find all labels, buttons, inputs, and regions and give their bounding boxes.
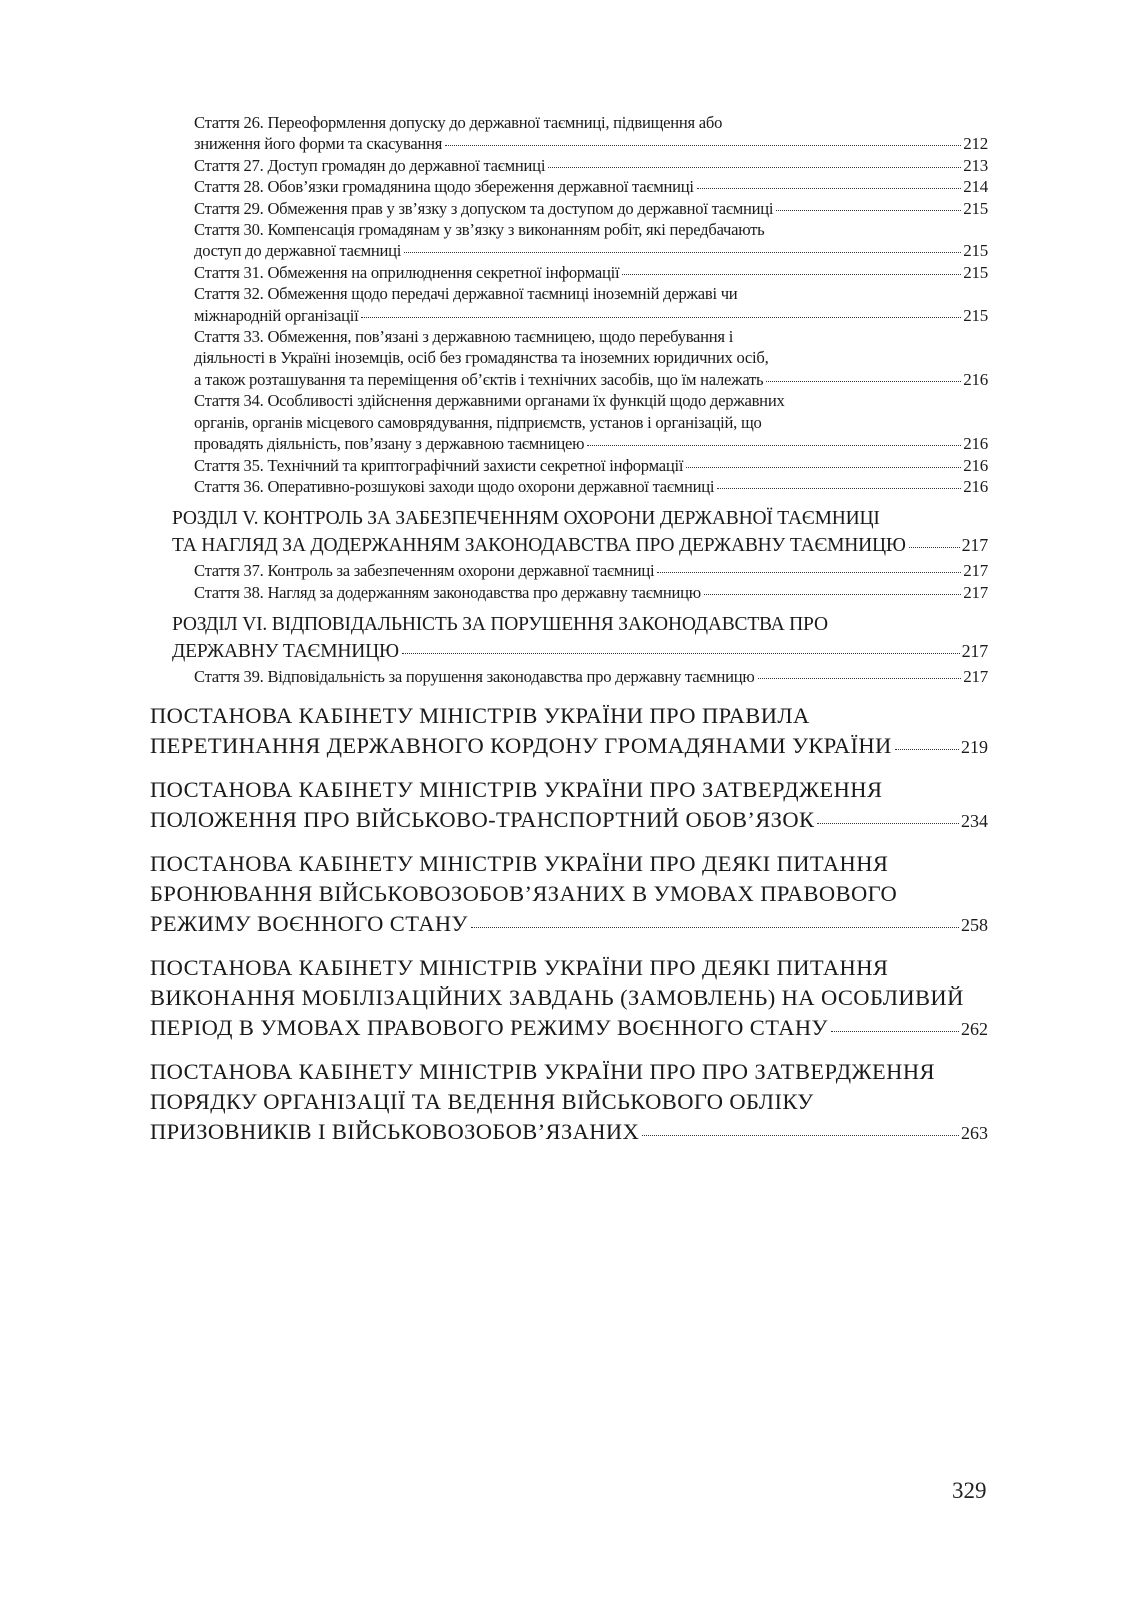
entry-text-line: ПОСТАНОВА КАБІНЕТУ МІНІСТРІВ УКРАЇНИ ПРО ПРО ЗАТВЕРДЖЕННЯ [150,1058,935,1084]
toc-entry-resolution-border-crossing[interactable] [150,701,988,762]
entry-text-line: ПОСТАНОВА КАБІНЕТУ МІНІСТРІВ УКРАЇНИ ПРО ПРАВИЛА [150,702,810,728]
entry-text-line: ВИКОНАННЯ МОБІЛІЗАЦІЙНИХ ЗАВДАНЬ (ЗАМОВЛЕНЬ) НА ОСОБЛИВИЙ [150,984,964,1010]
page-ref: 217 [963,667,988,687]
dot-leader [361,317,961,318]
entry-text-line: Стаття 31. Обмеження на оприлюднення секретної інформації [194,262,620,282]
page-ref: 217 [961,535,988,556]
entry-text-line: Стаття 26. Переоформлення допуску до державної таємниці, підвищення або [194,113,723,132]
entry-text-line: РОЗДІЛ V. КОНТРОЛЬ ЗА ЗАБЕЗПЕЧЕННЯМ ОХОРОНИ ДЕРЖАВНОЇ ТАЄМНИЦІ [172,508,880,530]
page-ref: 216 [963,369,988,389]
entry-text-line: діяльності в Україні іноземців, осіб без громадянства та іноземних юридичних осіб, [194,348,769,368]
entry-text-line: РЕЖИМУ ВОЄННОГО СТАНУ [150,910,468,936]
entry-text-line: ПЕРЕТИНАННЯ ДЕРЖАВНОГО КОРДОНУ ГРОМАДЯНАМИ УКРАЇНИ [150,732,892,758]
dot-leader [766,381,961,382]
toc-entry-article-30[interactable] [150,219,988,262]
page-ref: 216 [963,476,988,496]
dot-leader [831,1031,959,1032]
toc-entry-resolution-mobilization-tasks[interactable] [150,953,988,1044]
page-ref: 214 [963,177,988,197]
dot-leader [548,167,961,168]
toc-entry-article-26[interactable] [150,112,988,155]
toc-entry-article-27[interactable] [150,155,988,176]
entry-text-line: ДЕРЖАВНУ ТАЄМНИЦЮ [172,641,399,663]
entry-text-line: а також розташування та переміщення об’єктів і технічних засобів, що їм належать [194,369,764,389]
entry-text-line: Стаття 35. Технічний та криптографічний захисти секретної інформації [194,455,684,475]
entry-text-line: Стаття 37. Контроль за забезпеченням охорони державної таємниці [194,561,655,581]
entry-text-line: Стаття 36. Оперативно-розшукові заходи щодо охорони державної таємниці [194,476,715,496]
toc-entry-article-36[interactable] [150,476,988,497]
page-ref: 215 [963,241,988,261]
entry-text-line: Стаття 27. Доступ громадян до державної таємниці [194,155,546,175]
entry-text-line: ПОСТАНОВА КАБІНЕТУ МІНІСТРІВ УКРАЇНИ ПРО ЗАТВЕРДЖЕННЯ [150,776,883,802]
page-ref: 215 [963,305,988,325]
toc-entry-article-37[interactable] [150,560,988,581]
dot-leader [587,445,961,446]
entry-text-line: Стаття 33. Обмеження, пов’язані з державною таємницею, щодо перебування і [194,327,734,347]
entry-text-line: ПРИЗОВНИКІВ І ВІЙСЬКОВОЗОБОВ’ЯЗАНИХ [150,1118,640,1144]
dot-leader [445,145,961,146]
entry-text-line: ТА НАГЛЯД ЗА ДОДЕРЖАННЯМ ЗАКОНОДАВСТВА ПРО ДЕРЖАВНУ ТАЄМНИЦЮ [172,535,906,557]
entry-text-line: Стаття 34. Особливості здійснення державними органами їх функцій щодо державних [194,391,785,411]
page-number: 329 [952,1478,987,1503]
toc-entry-section-5[interactable] [150,506,988,559]
page-ref: 216 [963,434,988,454]
toc-entry-article-32[interactable] [150,283,988,326]
entry-text-line: міжнародній організації [194,305,359,325]
dot-leader [776,210,961,211]
entry-text-line: ПОСТАНОВА КАБІНЕТУ МІНІСТРІВ УКРАЇНИ ПРО ДЕЯКІ ПИТАННЯ [150,954,889,980]
toc-entry-article-29[interactable] [150,198,988,219]
dot-leader [717,488,961,489]
entry-text-line: Стаття 38. Нагляд за додержанням законодавства про державну таємницю [194,582,701,602]
page-ref: 263 [961,1122,988,1143]
dot-leader [704,594,961,595]
page-ref: 219 [961,736,988,757]
entry-text-line: зниження його форми та скасування [194,134,443,154]
dot-leader [402,653,960,654]
dot-leader [471,927,959,928]
dot-leader [404,252,961,253]
toc-entry-section-6[interactable] [150,612,988,665]
toc-entry-article-39[interactable] [150,666,988,687]
entry-text-line: доступ до державної таємниці [194,241,402,261]
toc-entry-article-34[interactable] [150,390,988,454]
dot-leader [758,678,962,679]
entry-text-line: Стаття 30. Компенсація громадянам у зв’язку з виконанням робіт, які передбачають [194,220,765,240]
toc-entry-article-38[interactable] [150,582,988,603]
entry-text-line: Стаття 28. Обов’язки громадянина щодо збереження державної таємниці [194,177,694,197]
entry-text-line: Стаття 29. Обмеження прав у зв’язку з допуском та доступом до державної таємниці [194,198,774,218]
dot-leader [657,572,961,573]
entry-text-line: РОЗДІЛ VI. ВІДПОВІДАЛЬНІСТЬ ЗА ПОРУШЕННЯ ЗАКОНОДАВСТВА ПРО [172,614,828,636]
page-ref: 213 [963,155,988,175]
entry-text-line: ПОРЯДКУ ОРГАНІЗАЦІЇ ТА ВЕДЕННЯ ВІЙСЬКОВОГО ОБЛІКУ [150,1088,814,1114]
entry-text-line: ПОЛОЖЕННЯ ПРО ВІЙСЬКОВО-ТРАНСПОРТНИЙ ОБОВ’ЯЗОК [150,806,815,832]
dot-leader [909,547,960,548]
dot-leader [642,1135,959,1136]
dot-leader [817,823,959,824]
page-ref: 215 [963,262,988,282]
entry-text-line: Стаття 32. Обмеження щодо передачі державної таємниці іноземній державі чи [194,284,738,304]
toc-entry-resolution-military-registration[interactable] [150,1057,988,1148]
dot-leader [697,188,962,189]
page-ref: 212 [963,134,988,154]
page-ref: 215 [963,198,988,218]
page-ref: 258 [961,914,988,935]
toc-entry-article-31[interactable] [150,262,988,283]
page-ref: 234 [961,810,988,831]
toc-entry-resolution-reservation[interactable] [150,849,988,940]
page-ref: 217 [963,582,988,602]
page-ref: 262 [961,1018,988,1039]
entry-text-line: органів, органів місцевого самоврядування, підприємств, установ і організацій, що [194,412,762,432]
toc-entry-article-33[interactable] [150,326,988,390]
entry-text-line: БРОНЮВАННЯ ВІЙСЬКОВОЗОБОВ’ЯЗАНИХ В УМОВАХ ПРАВОВОГО [150,880,898,906]
table-of-contents [150,112,988,1148]
toc-entry-article-35[interactable] [150,455,988,476]
entry-text-line: ПЕРІОД В УМОВАХ ПРАВОВОГО РЕЖИМУ ВОЄННОГО СТАНУ [150,1014,828,1040]
toc-entry-article-28[interactable] [150,176,988,197]
dot-leader [622,274,961,275]
entry-text-line: ПОСТАНОВА КАБІНЕТУ МІНІСТРІВ УКРАЇНИ ПРО ДЕЯКІ ПИТАННЯ [150,850,889,876]
page-ref: 216 [963,455,988,475]
dot-leader [686,467,961,468]
page-ref: 217 [963,561,988,581]
toc-entry-resolution-military-transport[interactable] [150,775,988,836]
dot-leader [895,749,959,750]
entry-text-line: Стаття 39. Відповідальність за порушення законодавства про державну таємницю [194,667,755,687]
page-ref: 217 [961,641,988,662]
entry-text-line: провадять діяльність, пов’язану з державною таємницею [194,434,585,454]
